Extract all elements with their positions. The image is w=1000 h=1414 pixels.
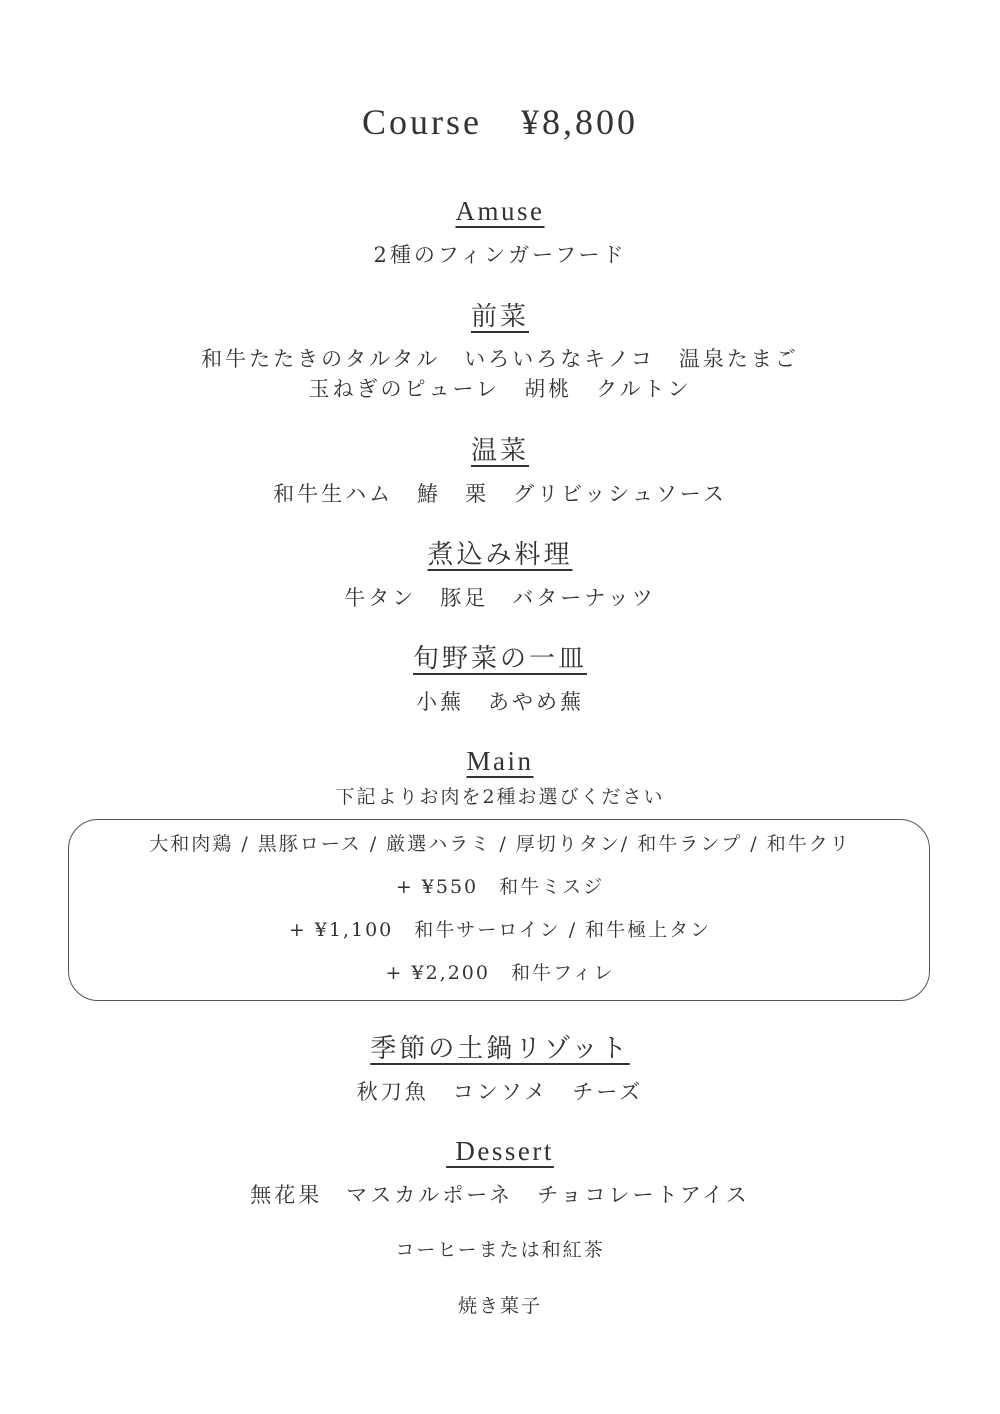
section-heading-dessert (0, 1138, 1000, 1165)
heading-text: Amuse (455, 196, 545, 226)
section-heading-yasai (0, 646, 1000, 672)
heading-text: Main (466, 746, 534, 776)
heading-text: 温菜 (470, 436, 529, 466)
heading-text: 旬野菜の一皿 (412, 644, 587, 674)
heading-text: 前菜 (470, 302, 529, 332)
page-title: Course ¥8,800 (362, 102, 638, 142)
menu-item: 和牛生ハム 鰆 栗 グリビッシュソース (273, 482, 727, 506)
menu-item: 焼き菓子 (457, 1295, 542, 1317)
menu-item: 和牛たたきのタルタル いろいろなキノコ 温泉たまご (201, 347, 799, 371)
section-heading-nikomi (0, 542, 1000, 568)
section-heading-main (0, 748, 1000, 775)
heading-text: 煮込み料理 (427, 540, 573, 570)
main-note: 下記よりお肉を2種お選びください (335, 786, 665, 808)
main-option: + ¥550 和牛ミスジ (395, 876, 605, 898)
menu-item: 玉ねぎのピューレ 胡桃 クルトン (308, 377, 692, 401)
heading-text: Dessert (446, 1136, 554, 1166)
main-option: 大和肉鶏 / 黒豚ロース / 厳選ハラミ / 厚切りタン/ 和牛ランプ / 和牛クリ (149, 833, 851, 855)
menu-item: 牛タン 豚足 バターナッツ (344, 586, 656, 610)
main-option: + ¥2,200 和牛フィレ (385, 962, 615, 984)
menu-item: コーヒーまたは和紅茶 (395, 1239, 605, 1261)
section-heading-onsai (0, 438, 1000, 464)
menu-item: 無花果 マスカルポーネ チョコレートアイス (250, 1183, 750, 1207)
section-heading-amuse (0, 198, 1000, 225)
section-heading-zensai (0, 304, 1000, 330)
menu-item: 小蕪 あやめ蕪 (416, 690, 584, 714)
section-heading-risotto (0, 1036, 1000, 1062)
menu-item: 秋刀魚 コンソメ チーズ (356, 1080, 644, 1104)
main-option: + ¥1,100 和牛サーロイン / 和牛極上タン (288, 919, 712, 941)
menu-item: 2種のフィンガーフード (373, 243, 627, 267)
heading-text: 季節の土鍋リゾット (370, 1034, 630, 1064)
